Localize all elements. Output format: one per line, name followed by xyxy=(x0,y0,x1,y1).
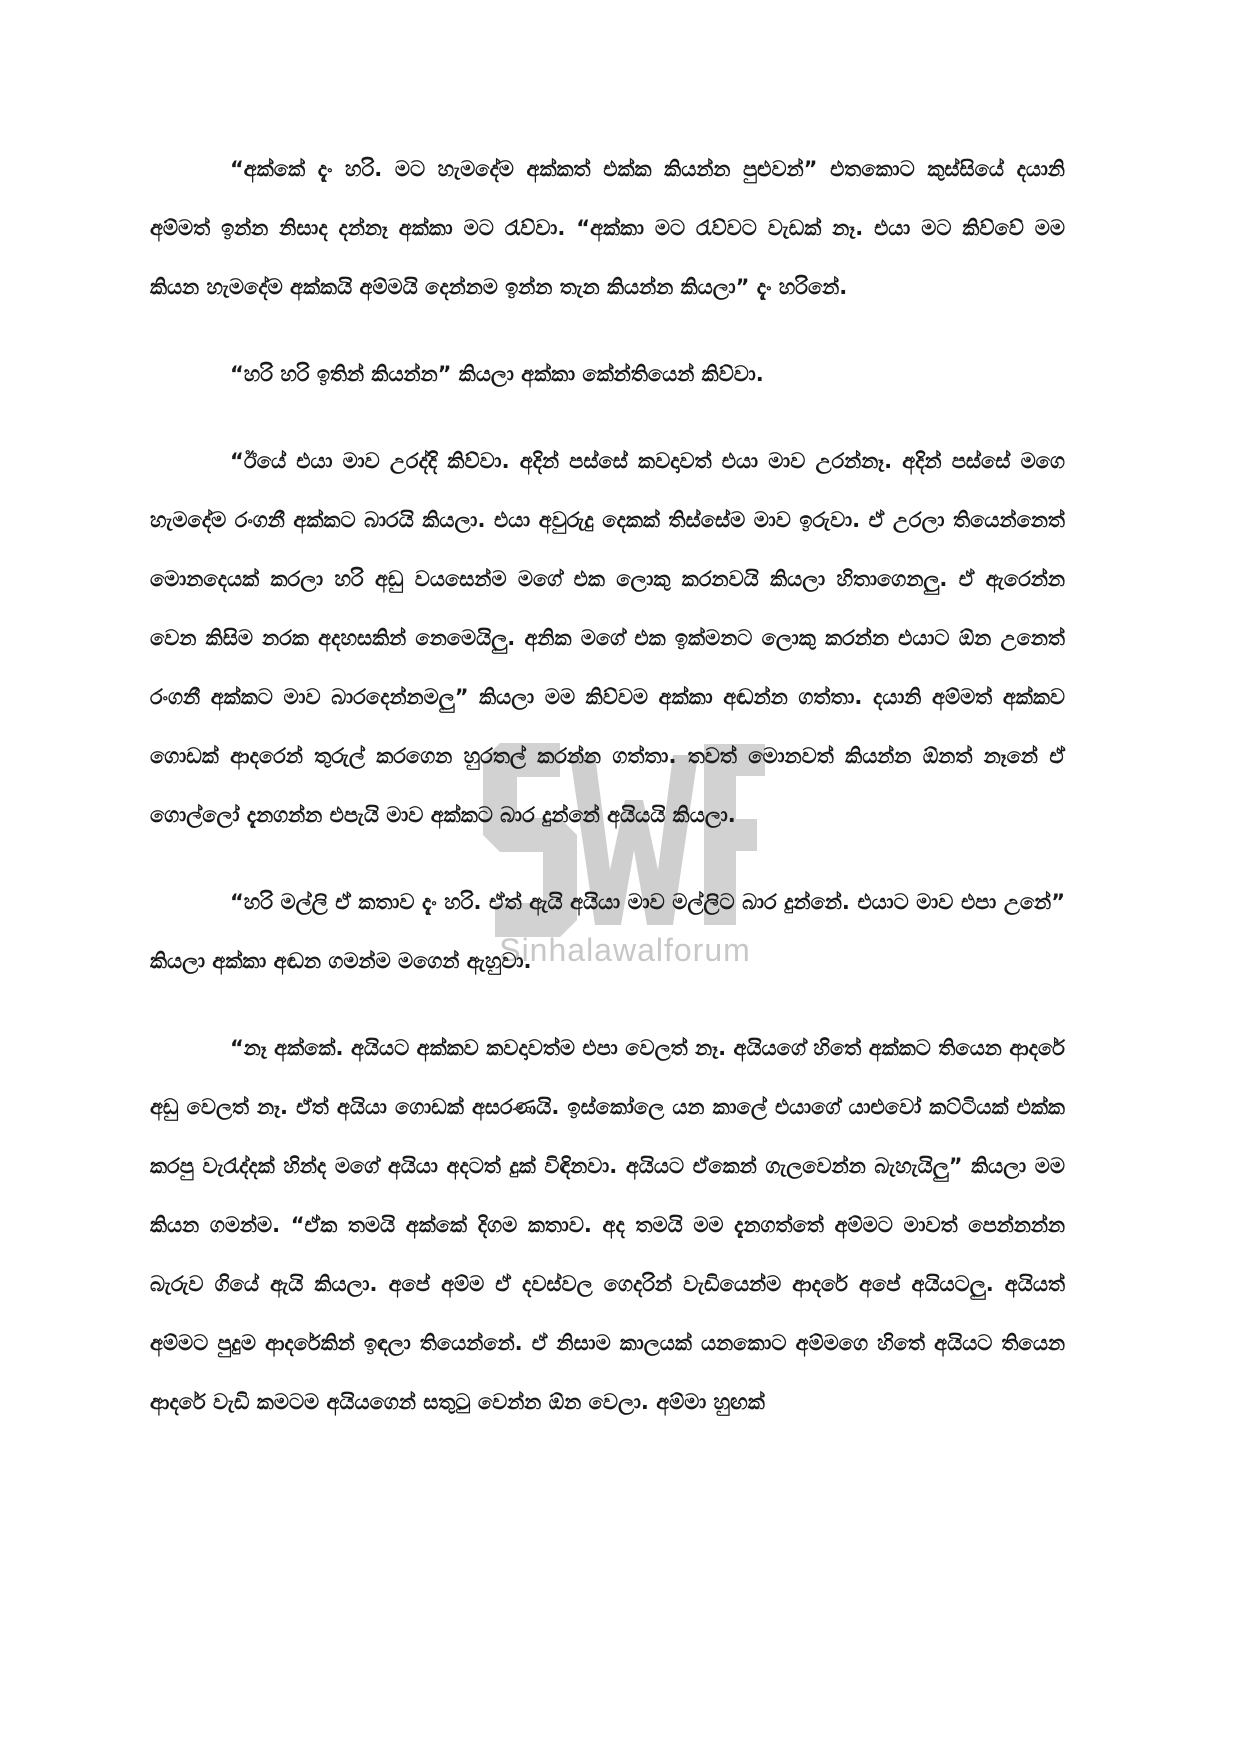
paragraph-5: “නෑ අක්කේ. අයියට අක්කව කවදාවත්ම එපා වෙලත් නෑ. අයියගේ හිතේ අක්කට තියෙන ආදරේ අඩු වෙලත් නෑ. ඒත් අයියා ගොඩක් අසරණයි. ඉස්කෝලෙ යන කාලේ එයාගේ යාළුවෝ කට්ටියක් එක්ක කරපු වැරැද්දක් හින්ද මගේ අයියා අදටත් දුක් විඳිනවා. අයියට ඒකෙන් ගැලවෙන්න බැහැයිලු” කියලා මම කියන ගමන්ම. “ඒක තමයි අක්කේ දිගම කතාව. අද තමයි මම දැනගත්තේ අම්මට මාවත් පෙන්නන්න බැරුව ගියේ ඇයි කියලා. අපේ අම්ම ඒ දවස්වල ගෙදරින් වැඩියෙන්ම ආදරේ අපේ අයියටලු. අයියත් අම්මට පුදුම ආදරේකින් ඉඳලා තියෙන්නේ. ඒ නිසාම කාලයක් යනකොට අම්මගෙ හිතේ අයියට තියෙන ආදරේ වැඩි කමටම අයියගෙන් සතුටු වෙන්න ඕන වෙලා. අම්මා හුඟක් xyxy=(150,1036,1065,1414)
body-text xyxy=(150,140,1065,1460)
paragraph-1: “අක්කේ දැං හරි. මට හැමදේම අක්කත් එක්ක කියන්න පුළුවන්” එතකොට කුස්සියේ දයානි අම්මත් ඉන්න නිසාද දන්නෑ අක්කා මට රැව්වා. “අක්කා මට රැව්වට වැඩක් නෑ. එයා මට කිව්වේ මම කියන හැමදේම අක්කයි අම්මයි දෙන්නම ඉන්න තැන කියන්න කියලා” දැං හරිනේ. xyxy=(150,157,1065,299)
watermark-site-text: Sinhalawalforum xyxy=(499,932,751,968)
paragraph-4: “හරි මල්ලි ඒ කතාව දැං හරි. ඒත් ඇයි අයියා මාව මල්ලිට බාර දුන්නේ. එයාට මාව එපා උනේ” කියලා අක්කා අඬන ගමන්ම මගෙන් ඇහුවා. xyxy=(150,890,1065,973)
paragraph-3: “ඊයේ එයා මාව උරද්දි කිව්වා. අදින් පස්සේ කවදාවත් එයා මාව උරන්නෑ. අදින් පස්සේ මගෙ හැමදේම රංගනී අක්කට බාරයි කියලා. එයා අවුරුදු දෙකක් තිස්සේම මාව ඉරුවා. ඒ උරලා තියෙන්නෙත් මොනදෙයක් කරලා හරි අඩු වයසෙන්ම මගේ එක ලොකු කරනවයි කියලා හිතාගෙනලු. ඒ ඇරෙන්න වෙන කිසිම නරක අදහසකින් නෙමෙයිලු. අනික මගේ එක ඉක්මනට ලොකු කරන්න එයාට ඕන උනෙත් රංගනී අක්කට මාව බාරදෙන්නමලු” කියලා මම කිව්වම අක්කා අඬන්න ගත්තා. දයානි අම්මත් අක්කව ගොඩක් ආදරෙන් තුරුල් කරගෙන හුරතල් කරන්න ගත්තා. තවත් මොනවත් කියන්න ඕනත් නෑනේ ඒ ගොල්ලෝ දැනගන්න එපැයි මාව අක්කට බාර දුන්නේ අයියයි කියලා. xyxy=(150,449,1065,827)
paragraph-2: “හරි හරි ඉතින් කියන්න” කියලා අක්කා කේන්තියෙන් කිව්වා. xyxy=(230,362,764,386)
